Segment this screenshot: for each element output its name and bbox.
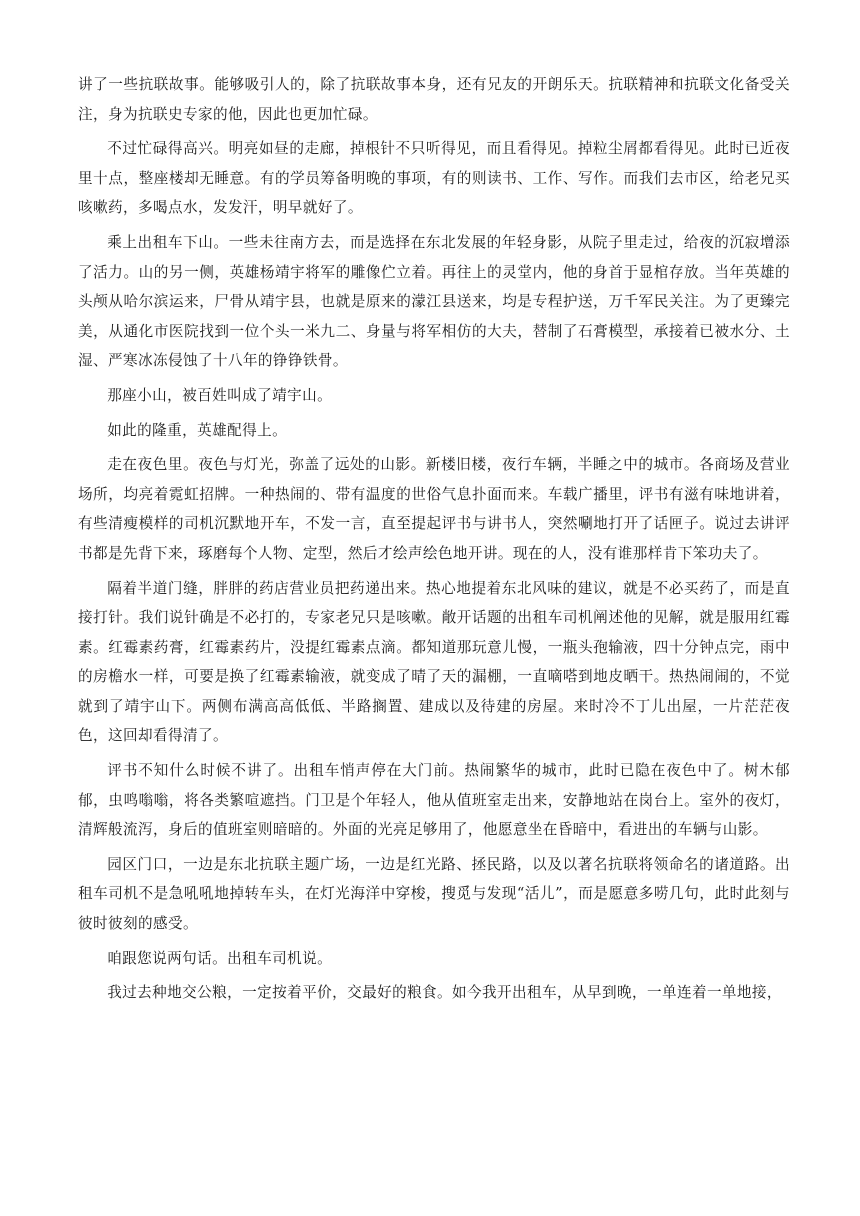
paragraph: 不过忙碌得高兴。明亮如昼的走廊，掉根针不只听得见，而且看得见。掉粒尘屑都看得见。此时已近夜里十点，整座楼却无睡意。有的学员筹备明晚的事项，有的则读书、工作、写作。而我们去市区，给老兄买咳嗽药，多喝点水，发发汗，明早就好了。 xyxy=(78,140,790,217)
paragraph: 走在夜色里。夜色与灯光，弥盖了远处的山影。新楼旧楼，夜行车辆，半睡之中的城市。各商场及营业场所，均亮着霓虹招牌。一种热闹的、带有温度的世俗气息扑面而来。车载广播里，评书有滋有味地讲着，有些清瘦模样的司机沉默地开车，不发一言，直至提起评书与讲书人，突然唰地打开了话匣子。说过去讲评书都是先背下来，琢磨每个人物、定型，然后才绘声绘色地开讲。现在的人，没有谁那样肯下笨功夫了。 xyxy=(78,456,790,562)
document-body xyxy=(78,70,790,1013)
paragraph: 我过去种地交公粮，一定按着平价，交最好的粮食。如今我开出租车，从早到晚，一单连着一单地接， xyxy=(107,984,782,1002)
paragraph: 咱跟您说两句话。出租车司机说。 xyxy=(107,949,333,967)
paragraph: 乘上出租车下山。一些未往南方去，而是选择在东北发展的年轻身影，从院子里走过，给夜的沉寂增添了活力。山的另一侧，英雄杨靖宇将军的雕像伫立着。再往上的灵堂内，他的身首于显棺存放。当年英雄的头颅从哈尔滨运来，尸骨从靖宇县，也就是原来的濛江县送来，均是专程护送，万千军民关注。为了更臻完美，从通化市医院找到一位个头一米九二、身量与将军相仿的大夫，替制了石膏模型，承接着已被水分、土湿、严寒冰冻侵蚀了十八年的铮铮铁骨。 xyxy=(78,233,790,370)
paragraph: 园区门口，一边是东北抗联主题广场，一边是红光路、拯民路，以及以著名抗联将领命名的诸道路。出租车司机不是急吼吼地掉转车头，在灯光海洋中穿梭，搜觅与发现“活儿”，而是愿意多唠几句，此时此刻与彼时彼刻的感受。 xyxy=(78,855,790,933)
paragraph: 那座小山，被百姓叫成了靖宇山。 xyxy=(107,386,333,404)
paragraph: 讲了一些抗联故事。能够吸引人的，除了抗联故事本身，还有兄友的开朗乐天。抗联精神和抗联文化备受关注，身为抗联史专家的他，因此也更加忙碌。 xyxy=(78,76,790,123)
paragraph: 隔着半道门缝，胖胖的药店营业员把药递出来。热心地提着东北风味的建议，就是不必买药了，而是直接打针。我们说针确是不必打的，专家老兄只是咳嗽。敞开话题的出租车司机阐述他的见解，就是服用红霉素。红霉素药膏，红霉素药片，没提红霉素点滴。都知道那玩意儿慢，一瓶头孢输液，四十分钟点完，雨中的房檐水一样，可要是换了红霉素输液，就变成了晴了天的漏棚，一直嘀嗒到地皮晒干。热热闹闹的，不觉就到了靖宇山下。两侧布满高高低低、半路搁置、建成以及待建的房屋。来时冷不丁儿出屋，一片茫茫夜色，这回却看得清了。 xyxy=(78,579,790,745)
paragraph: 评书不知什么时候不讲了。出租车悄声停在大门前。热闹繁华的城市，此时已隐在夜色中了。树木郁郁，虫鸣嗡嗡，将各类繁喧遮挡。门卫是个年轻人，他从值班室走出来，安静地站在岗台上。室外的夜灯，清辉般流泻，身后的值班室则暗暗的。外面的光亮足够用了，他愿意坐在昏暗中，看进出的车辆与山影。 xyxy=(78,762,790,839)
paragraph: 如此的隆重，英雄配得上。 xyxy=(107,421,288,439)
